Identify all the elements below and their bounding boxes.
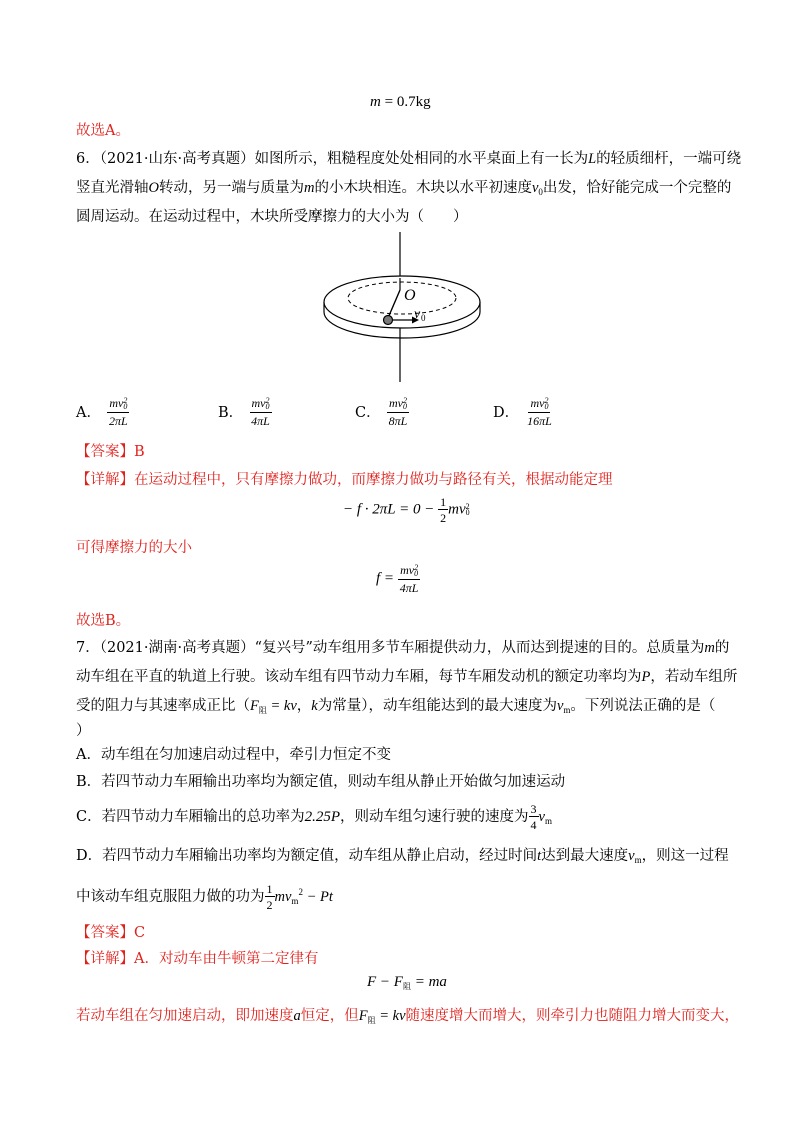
q6-detail: 【详解】在运动过程中，只有摩擦力做功，而摩擦力做功与路径有关，根据动能定理: [76, 472, 613, 488]
mass-result-equation: m = 0.7kg: [370, 94, 431, 110]
q7-last-line: 若动车组在匀加速启动，即加速度a恒定，但$F_阻$ = kv随速度增大而增大，则牵引力也随阻力增大而变大，: [76, 1008, 740, 1025]
q7-option-d-line-2[interactable]: 中该动车组克服阻力做的功为 $\frac{1}{2}$ $mv_m^2 - Pt$: [76, 882, 333, 912]
q6-line-2: 竖直光滑轴O转动，另一端与质量为m的小木块相连。木块以水平初速度$v_0$出发，恰好能完成一个完整的: [76, 180, 732, 197]
q6-option-a[interactable]: A． mv 2 0 2πL: [76, 395, 128, 428]
q6-option-b[interactable]: B． mv 2 0 4πL: [218, 395, 270, 428]
q7-option-b[interactable]: B．若四节动力车厢输出功率均为额定值，则动车组从静止开始做匀加速运动: [76, 774, 566, 790]
q6-choose: 故选B。: [76, 613, 131, 629]
q6-derive-text: 可得摩擦力的大小: [76, 540, 192, 556]
q7-line-2: 动车组在平直的轨道上行驶。该动车组有四节动力车厢，每节车厢发动机的额定功率均为P，若动车组所: [76, 669, 738, 685]
q6-friction-equation: f = mv 2 0 4πL: [376, 562, 419, 595]
q6-line-1: 6．（2021·山东·高考真题）如图所示，粗糙程度处处相同的水平桌面上有一长为L的轻质细杆，一端可绕: [76, 151, 742, 167]
block-circle: [384, 316, 393, 325]
q7-option-a[interactable]: A．动车组在匀加速启动过程中，牵引力恒定不变: [76, 747, 391, 763]
q5-choose-line: 故选A。: [76, 123, 130, 139]
q6-answer: 【答案】B: [76, 444, 145, 460]
turntable-figure: [318, 232, 490, 382]
q7-line-1: 7．（2021·湖南·高考真题）“复兴号”动车组用多节车厢提供动力，从而达到提速的目的。总质量为m的: [76, 640, 730, 656]
q7-option-d-line-1[interactable]: D．若四节动力车厢输出功率均为额定值，动车组从静止启动，经过时间t达到最大速度$v_m$，则这一过程: [76, 848, 729, 865]
q6-option-c[interactable]: C． mv 2 0 8πL: [355, 395, 408, 428]
q7-detail: 【详解】A．对动车由牛顿第二定律有: [76, 951, 319, 967]
q6-line-3: 圆周运动。在运动过程中，木块所受摩擦力的大小为（ ）: [76, 209, 468, 225]
q6-option-d[interactable]: D． mv 2 0 16πL: [493, 395, 552, 428]
velocity-sub: 0: [421, 313, 426, 323]
q7-line-3: 受的阻力与其速率成正比（$F_阻$ = kv，k为常量），动车组能达到的最大速度为$v_m$。下列说法正确的是（: [76, 698, 716, 715]
q6-energy-equation: − f · 2πL = 0 − $\frac{1}{2}$ mv 2 0: [343, 495, 470, 525]
q7-line-4: ）: [76, 723, 91, 739]
velocity-label: v: [414, 307, 421, 322]
q7-answer: 【答案】C: [76, 925, 146, 941]
axis-label: O: [404, 287, 416, 304]
q7-option-c[interactable]: C．若四节动力车厢输出的总功率为2.25P，则动车组匀速行驶的速度为 $\frac{3}{4}$ $v_m$: [76, 802, 552, 832]
q7-newton-equation: $F - F_阻$ = ma: [367, 974, 447, 991]
